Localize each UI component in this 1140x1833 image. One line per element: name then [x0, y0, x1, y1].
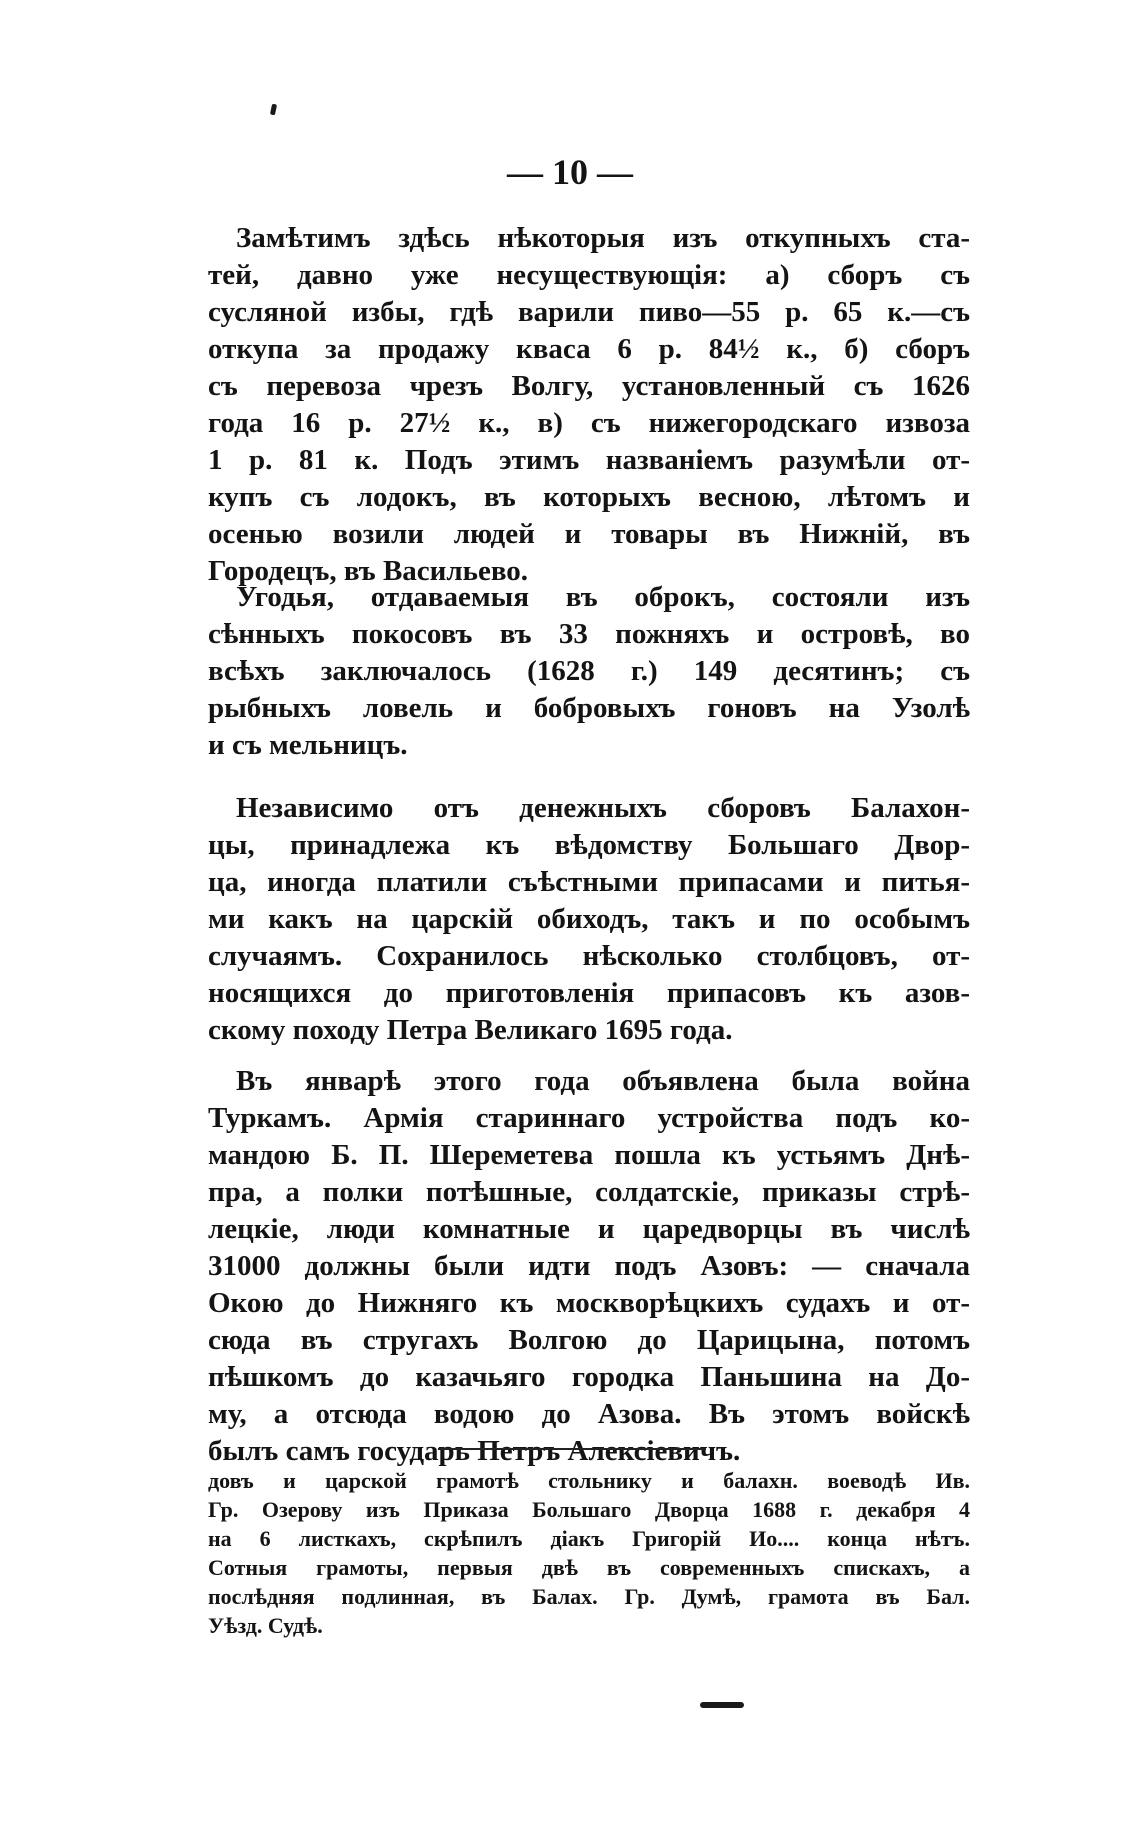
text-line: лецкіе, люди комнатные и царедворцы въ числѣ [208, 1213, 970, 1245]
text-line: Угодья, отдаваемыя въ оброкъ, состояли изъ [236, 581, 970, 613]
text-line: рыбныхъ ловель и бобровыхъ гоновъ на Узолѣ [208, 692, 970, 724]
text-line: осенью возили людей и товары въ Нижній, въ [208, 518, 970, 550]
text-line: Въ январѣ этого года объявлена была война [236, 1065, 970, 1097]
ornament-dash [700, 1702, 744, 1708]
text-line: мандою Б. П. Шереметева пошла къ устьямъ Днѣ- [208, 1139, 970, 1171]
text-line: му, а отсюда водою до Азова. Въ этомъ войскѣ [208, 1398, 970, 1430]
text-line: съ перевоза чрезъ Волгу, установленный съ 1626 [208, 370, 970, 402]
text-line: сюда въ стругахъ Волгою до Царицына, потомъ [208, 1324, 970, 1356]
text-line: сѣнныхъ покосовъ въ 33 пожняхъ и островѣ, во [208, 618, 970, 650]
footnote-line: на 6 листкахъ, скрѣпилъ діакъ Григорій Ио.... конца нѣтъ. [208, 1526, 970, 1551]
text-line: пра, а полки потѣшные, солдатскіе, приказы стрѣ- [208, 1176, 970, 1208]
text-line: Окою до Нижняго къ москворѣцкихъ судахъ и от- [208, 1287, 970, 1319]
paragraph-3 [208, 790, 970, 1049]
page-number: — 10 — [507, 152, 633, 192]
text-line: Туркамъ. Армія стариннаго устройства подъ ко- [208, 1102, 970, 1134]
text-line: всѣхъ заключалось (1628 г.) 149 десятинъ; съ [208, 655, 970, 687]
text-line: суслянoй избы, гдѣ варили пиво—55 р. 65 к.—съ [208, 296, 970, 328]
paragraph-1 [208, 220, 970, 590]
text-line: откупа за продажу кваса 6 р. 84½ к., б) сборъ [208, 333, 970, 365]
footnote-line: Гр. Озерову изъ Приказа Большаго Дворца 1688 г. декабря 4 [208, 1497, 970, 1522]
text-line: тей, давно уже несуществующія: а) сборъ съ [208, 259, 970, 291]
text-line: ца, иногда платили съѣстными припасами и питья- [208, 866, 970, 898]
footnote [208, 1466, 970, 1640]
text-line: Городецъ, въ Васильево. [208, 555, 529, 587]
text-line: скому походу Петра Великаго 1695 года. [208, 1014, 733, 1046]
footnote-line: Сотныя грамоты, первыя двѣ въ современныхъ спискахъ, а [208, 1555, 970, 1580]
text-line: и съ мельницъ. [208, 729, 408, 761]
paragraph-2 [208, 579, 970, 764]
text-line: ми какъ на царскій обиходъ, такъ и по особымъ [208, 903, 970, 935]
footnote-divider [438, 1448, 706, 1450]
text-line: Замѣтимъ здѣсь нѣкоторыя изъ откупныхъ ста- [236, 222, 970, 254]
text-line: случаямъ. Сохранилось нѣсколько столбцовъ, от- [208, 940, 970, 972]
text-line: Независимо отъ денежныхъ сборовъ Балахон- [236, 792, 970, 824]
text-line: 1 р. 81 к. Подъ этимъ названіемъ разумѣли от- [208, 444, 970, 476]
text-line: купъ съ лодокъ, въ которыхъ весною, лѣтомъ и [208, 481, 970, 513]
footnote-line: довъ и царской грамотѣ стольнику и балахн. воеводѣ Ив. [208, 1468, 970, 1493]
footnote-line: послѣдняя подлинная, въ Балах. Гр. Думѣ, грамота въ Бал. [208, 1584, 970, 1609]
text-line: 31000 должны были идти подъ Азовъ: — сначала [208, 1250, 970, 1282]
text-line: цы, принадлежа къ вѣдомству Большаго Двор- [208, 829, 970, 861]
footnote-line: Уѣзд. Судѣ. [208, 1613, 323, 1638]
text-line: года 16 р. 27½ к., в) съ нижегородскаго извоза [208, 407, 970, 439]
ink-speck [270, 104, 277, 116]
paragraph-4 [208, 1063, 970, 1470]
text-line: пѣшкомъ до казачьяго городка Паньшина на До- [208, 1361, 970, 1393]
text-line: носящихся до приготовленія припасовъ къ азов- [208, 977, 970, 1009]
text-line: былъ самъ государь Петръ Алексіевичъ. [208, 1435, 741, 1467]
